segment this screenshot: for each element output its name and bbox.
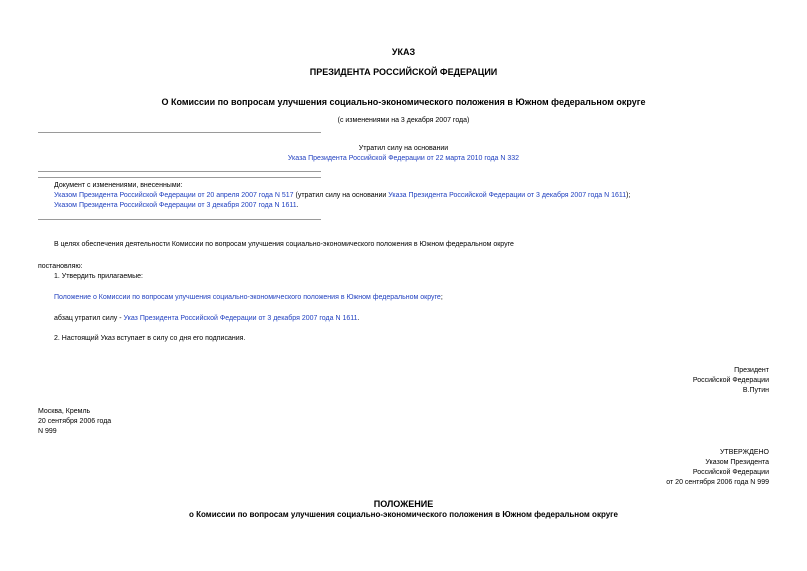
void-link[interactable]: Указ Президента Российской Федерации от 3 декабря 2007 года N 1611 [123,315,358,322]
document-title: О Комиссии по вопросам улучшения социально-экономического положения в Южном федеральном округе [161,97,646,107]
signature-country: Российской Федерации [692,377,769,384]
divider [38,132,321,133]
changes-line-1 [54,192,630,199]
amendment-link-517[interactable]: Указом Президента Российской Федерации от 20 апреля 2007 года N 517 [54,192,294,199]
regulation-link[interactable]: Положение о Комиссии по вопросам улучшения социально-экономического положения в Южном федеральном округе [54,294,441,301]
approved-country: Российской Федерации [692,469,769,476]
changes-text: . [296,202,299,209]
changes-heading: Документ с изменениями, внесенными: [54,182,183,189]
document-number: N 999 [38,428,57,435]
approved-by: Указом Президента [705,459,769,466]
status-line: Утратил силу на основании [358,145,449,152]
void-end: . [357,315,360,322]
decree-word: постановляю: [38,263,83,270]
repeal-link[interactable]: Указа Президента Российской Федерации от 22 марта 2010 года N 332 [287,155,520,162]
amendment-link-1611[interactable]: Указа Президента Российской Федерации от 3 декабря 2007 года N 1611 [388,192,627,199]
place-date: 20 сентября 2006 года [38,418,112,425]
regulation-heading: ПОЛОЖЕНИЕ [373,499,434,509]
place-city: Москва, Кремль [38,408,91,415]
signature-title: Президент [734,367,769,374]
intro-paragraph: В целях обеспечения деятельности Комиссии по вопросам улучшения социально-экономического положения в Южном федеральном округе [54,241,514,248]
approved-date: от 20 сентября 2006 года N 999 [666,479,769,486]
amendment-note: (с изменениями на 3 декабря 2007 года) [337,117,470,124]
changes-text: (утратил силу на основании [295,192,387,199]
divider [38,177,321,178]
signature-name: В.Путин [742,387,769,394]
document-issuer: ПРЕЗИДЕНТА РОССИЙСКОЙ ФЕДЕРАЦИИ [309,67,498,77]
regulation-subheading: о Комиссии по вопросам улучшения социально-экономического положения в Южном федеральном округе [189,510,618,519]
changes-text: ); [626,192,631,199]
divider [38,171,321,172]
changes-line-2 [54,202,299,209]
void-prefix: абзац утратил силу - [54,315,122,322]
amendment-link-1611-b[interactable]: Указом Президента Российской Федерации от 3 декабря 2007 года N 1611 [54,202,297,209]
void-line [54,315,359,322]
item-2: 2. Настоящий Указ вступает в силу со дня его подписания. [54,335,246,342]
document-type: УКАЗ [391,47,416,57]
item-1: 1. Утвердить прилагаемые: [54,273,143,280]
regulation-line [54,294,443,301]
divider [38,219,321,220]
regulation-end: ; [440,294,443,301]
approved-label: УТВЕРЖДЕНО [719,449,769,456]
